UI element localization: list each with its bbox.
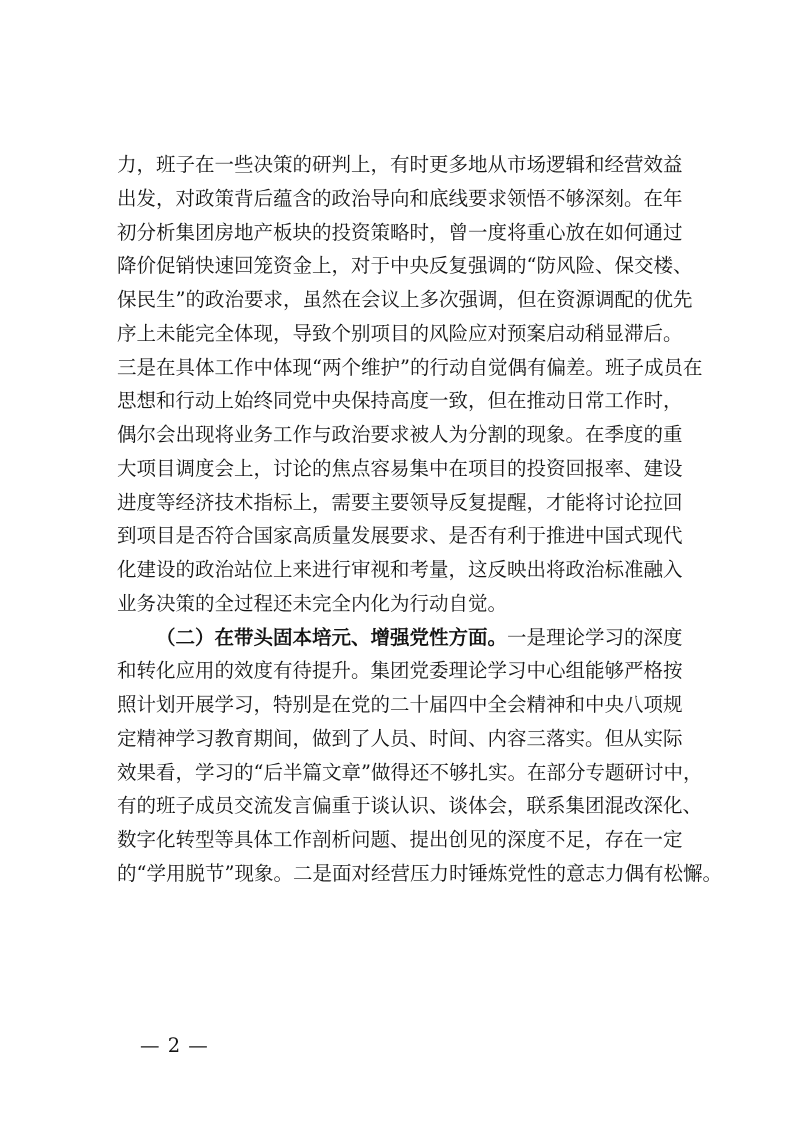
body-line-14: 业务决策的全过程还未完全内化为行动自觉。 xyxy=(117,592,508,615)
body-line-5: 保民生”的政治要求，虽然在会议上多次强调，但在资源调配的优先 xyxy=(117,288,693,311)
section-line-4: 效果看，学习的“后半篇文章”做得还不够扎实。在部分专题研讨中， xyxy=(117,761,703,784)
body-line-7: 三是在具体工作中体现“两个维护”的行动自觉偶有偏差。班子成员在 xyxy=(117,356,703,379)
section-line-7: 的“学用脱节”现象。二是面对经营压力时锤炼党性的意志力偶有松懈。 xyxy=(117,862,722,885)
body-line-2: 出发，对政策背后蕴含的政治导向和底线要求领悟不够深刻。在年 xyxy=(117,187,683,210)
section-heading: （二）在带头固本培元、增强党性方面。 xyxy=(156,626,508,649)
body-line-4: 降价促销快速回笼资金上，对于中央反复强调的“防风险、保交楼、 xyxy=(117,254,693,277)
body-line-13: 化建设的政治站位上来进行审视和考量，这反映出将政治标准融入 xyxy=(117,558,683,581)
section-line-5: 有的班子成员交流发言偏重于谈认识、谈体会，联系集团混改深化、 xyxy=(117,794,703,817)
body-line-1: 力，班子在一些决策的研判上，有时更多地从市场逻辑和经营效益 xyxy=(117,153,683,176)
body-line-9: 偶尔会出现将业务工作与政治要求被人为分割的现象。在季度的重 xyxy=(117,423,683,446)
section-line-3: 定精神学习教育期间，做到了人员、时间、内容三落实。但从实际 xyxy=(117,727,683,750)
body-line-11: 进度等经济技术指标上，需要主要领导反复提醒，才能将讨论拉回 xyxy=(117,491,683,514)
section-line-2: 照计划开展学习，特别是在党的二十届四中全会精神和中央八项规 xyxy=(117,693,683,716)
body-line-12: 到项目是否符合国家高质量发展要求、是否有利于推进中国式现代 xyxy=(117,524,683,547)
body-line-3: 初分析集团房地产板块的投资策略时，曾一度将重心放在如何通过 xyxy=(117,221,683,244)
section-line-6: 数字化转型等具体工作剖析问题、提出创见的深度不足，存在一定 xyxy=(117,828,683,851)
section-heading-continuation: 一是理论学习的深度 xyxy=(507,626,683,649)
body-line-8: 思想和行动上始终同党中央保持高度一致，但在推动日常工作时， xyxy=(117,389,683,412)
body-line-6: 序上未能完全体现，导致个别项目的风险应对预案启动稍显滞后。 xyxy=(117,322,683,345)
page-number: — 2 — xyxy=(140,1034,209,1057)
section-heading-line xyxy=(156,623,683,653)
section-line-1: 和转化应用的效度有待提升。集团党委理论学习中心组能够严格按 xyxy=(117,659,683,682)
body-line-10: 大项目调度会上，讨论的焦点容易集中在项目的投资回报率、建设 xyxy=(117,457,683,480)
